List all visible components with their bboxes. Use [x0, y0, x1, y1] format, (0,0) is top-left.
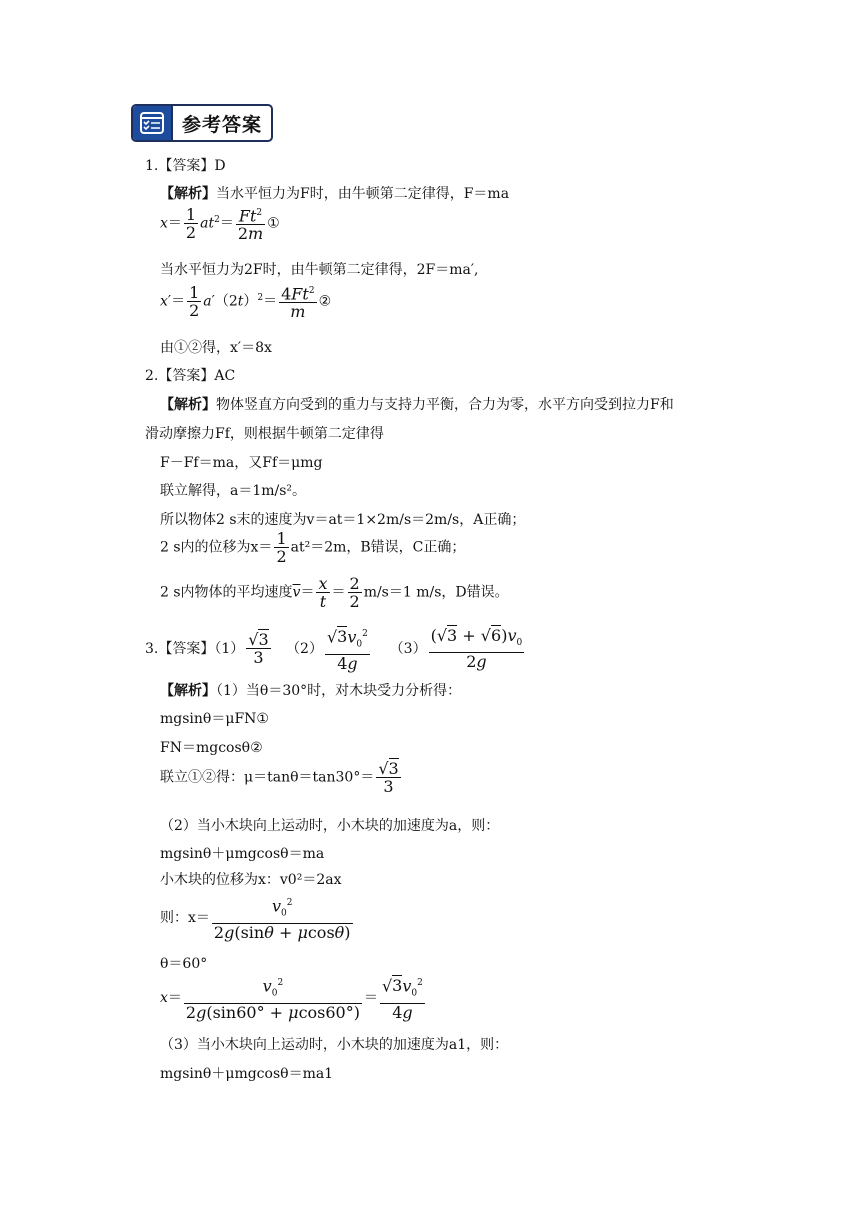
q2-answer: 2.【答案】AC [145, 368, 236, 384]
q1-equation-2: x′＝ $\frac{1}{2}$ $a'(2t)^2=$ $\frac{4Ft^2}{m}$ ② [160, 283, 332, 322]
q1-answer: 1.【答案】D [145, 158, 226, 174]
q1-equation-1: x＝ $\frac{1}{2}$ $at^2=$ $\frac{Ft^2}{2m}$ ① [160, 205, 280, 244]
q3-equation-2: FN＝mgcosθ② [160, 740, 263, 756]
q2-displacement: 2 s内的位移为x＝ $\frac{1}{2}$ at²＝2m，B错误，C正确； [160, 529, 466, 566]
q3-solve-mu: 联立①②得：μ＝tanθ＝tan30°＝ $\frac{√3}{3}$ [160, 759, 399, 796]
q3-answer: 3.【答案】（1） $\frac{√3}{3}$ （2） $\frac{√3v_0^2}{4g}$ （3） $\frac{(√3 + √6)v_0}{2g}$ [145, 626, 523, 673]
q2-velocity: 所以物体2 s末的速度为v＝at＝1×2m/s＝2m/s，A正确； [160, 512, 526, 528]
q1-analysis: 【解析】当水平恒力为F时，由牛顿第二定律得，F＝ma [160, 186, 510, 202]
page-title: 参考答案 [181, 113, 262, 136]
checklist-icon [133, 106, 173, 140]
q1-conclusion: 由①②得，x′＝8x [160, 340, 272, 356]
q3-equation-1: mgsinθ＝μFN① [160, 711, 269, 727]
q3-displacement: 小木块的位移为x：v0²＝2ax [160, 872, 342, 888]
answer-key-header [131, 104, 273, 142]
q2-average-velocity: 2 s内物体的平均速度$\overline{v}=$ $\frac{x}{t}$ ＝ $\frac{2}{2}$ m/s＝1 m/s，D错误。 [160, 574, 509, 611]
q2-equation: F－Ff＝ma，又Ff＝μmg [160, 455, 323, 471]
q3-part-2: （2）当小木块向上运动时，小木块的加速度为a，则： [160, 818, 500, 834]
q3-equation-3: mgsinθ＋μmgcosθ＝ma [160, 846, 325, 862]
q2-analysis: 【解析】物体竖直方向受到的重力与支持力平衡，合力为零，水平方向受到拉力F和 [160, 397, 674, 413]
q3-x-formula: 则：x＝ $\frac{v_0^2}{2g(\sin\theta + \mu\cos\theta)}$ [160, 896, 351, 942]
q3-x-result: x＝ $\frac{v_0^2}{2g(\sin 60^\circ + \mu\cos 60^\circ)}$ ＝ $\frac{√3v_0^2}{4g}$ [160, 976, 423, 1022]
q3-part-3: （3）当小木块向上运动时，小木块的加速度为a1，则： [160, 1037, 509, 1053]
q3-analysis: 【解析】（1）当θ＝30°时，对木块受力分析得： [160, 683, 462, 699]
q3-equation-4: mgsinθ＋μmgcosθ＝ma1 [160, 1066, 334, 1082]
q3-theta: θ＝60° [160, 956, 208, 972]
q2-solve: 联立解得，a＝1m/s²。 [160, 483, 307, 499]
q2-analysis-cont: 滑动摩擦力Ff，则根据牛顿第二定律得 [145, 426, 384, 442]
q1-text-2: 当水平恒力为2F时，由牛顿第二定律得，2F＝ma′, [160, 262, 479, 278]
